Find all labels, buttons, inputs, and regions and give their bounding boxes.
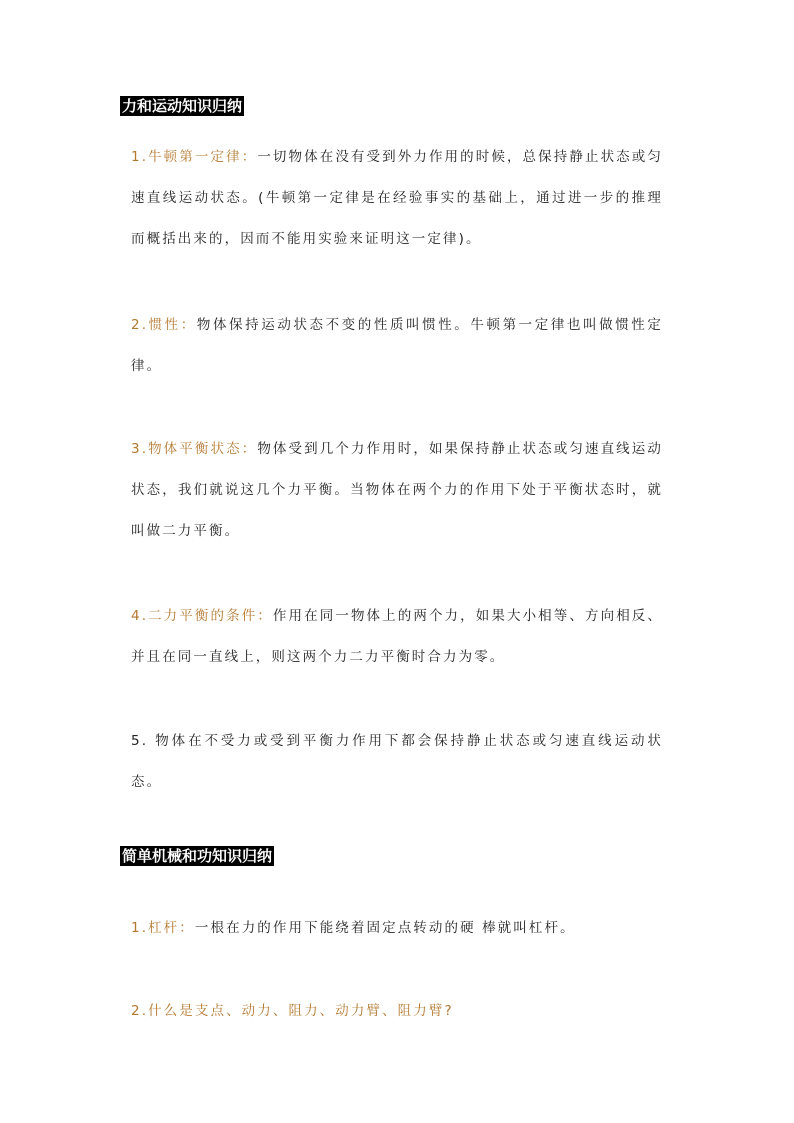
- section-heading-simple-machines: 简单机械和功知识归纳: [122, 847, 273, 865]
- item-inertia: [131, 305, 663, 387]
- item-body: 一切物体在没有受到外力作用的时候，总保持静止状态或匀速直线运动状态。(牛顿第一定律是在经验事实的基础上，通过进一步的推理而概括出来的，因而不能用实验来证明这一定律)。: [131, 149, 663, 247]
- item-body: 物体保持运动状态不变的性质叫惯性。牛顿第一定律也叫做惯性定律。: [131, 317, 663, 374]
- item-lever-terms: [131, 991, 663, 1032]
- item-term: 1.杠杆: [131, 920, 180, 936]
- item-lever: [131, 908, 663, 949]
- item-balanced-forces: [131, 721, 663, 803]
- item-separator: ：: [241, 441, 258, 457]
- item-term: 4.二力平衡的条件: [131, 608, 258, 624]
- item-separator: ：: [241, 149, 258, 165]
- item-separator: ：: [180, 317, 197, 333]
- item-term: 2.什么是支点、动力、阻力、动力臂、阻力臂?: [131, 1003, 454, 1019]
- item-term: 2.惯性: [131, 317, 181, 333]
- item-separator: ：: [257, 608, 273, 624]
- item-body: 5. 物体在不受力或受到平衡力作用下都会保持静止状态或匀速直线运动状态。: [131, 733, 663, 790]
- item-separator: ：: [179, 920, 195, 936]
- section-heading-force-motion: 力和运动知识归纳: [122, 97, 243, 115]
- item-term: 1.牛顿第一定律: [131, 149, 242, 165]
- item-newton-first-law: [131, 137, 663, 260]
- item-body: 作用在同一物体上的两个力，如果大小相等、方向相反、并且在同一直线上，则这两个力二力平衡时合力为零。: [131, 608, 664, 665]
- item-body: 物体受到几个力作用时，如果保持静止状态或匀速直线运动状态，我们就说这几个力平衡。当物体在两个力的作用下处于平衡状态时，就叫做二力平衡。: [131, 441, 663, 539]
- item-body: 一根在力的作用下能绕着固定点转动的硬 棒就叫杠杆。: [194, 920, 576, 936]
- item-term: 3.物体平衡状态: [131, 441, 242, 457]
- item-equilibrium-state: [131, 429, 663, 552]
- item-two-force-balance: [131, 596, 663, 678]
